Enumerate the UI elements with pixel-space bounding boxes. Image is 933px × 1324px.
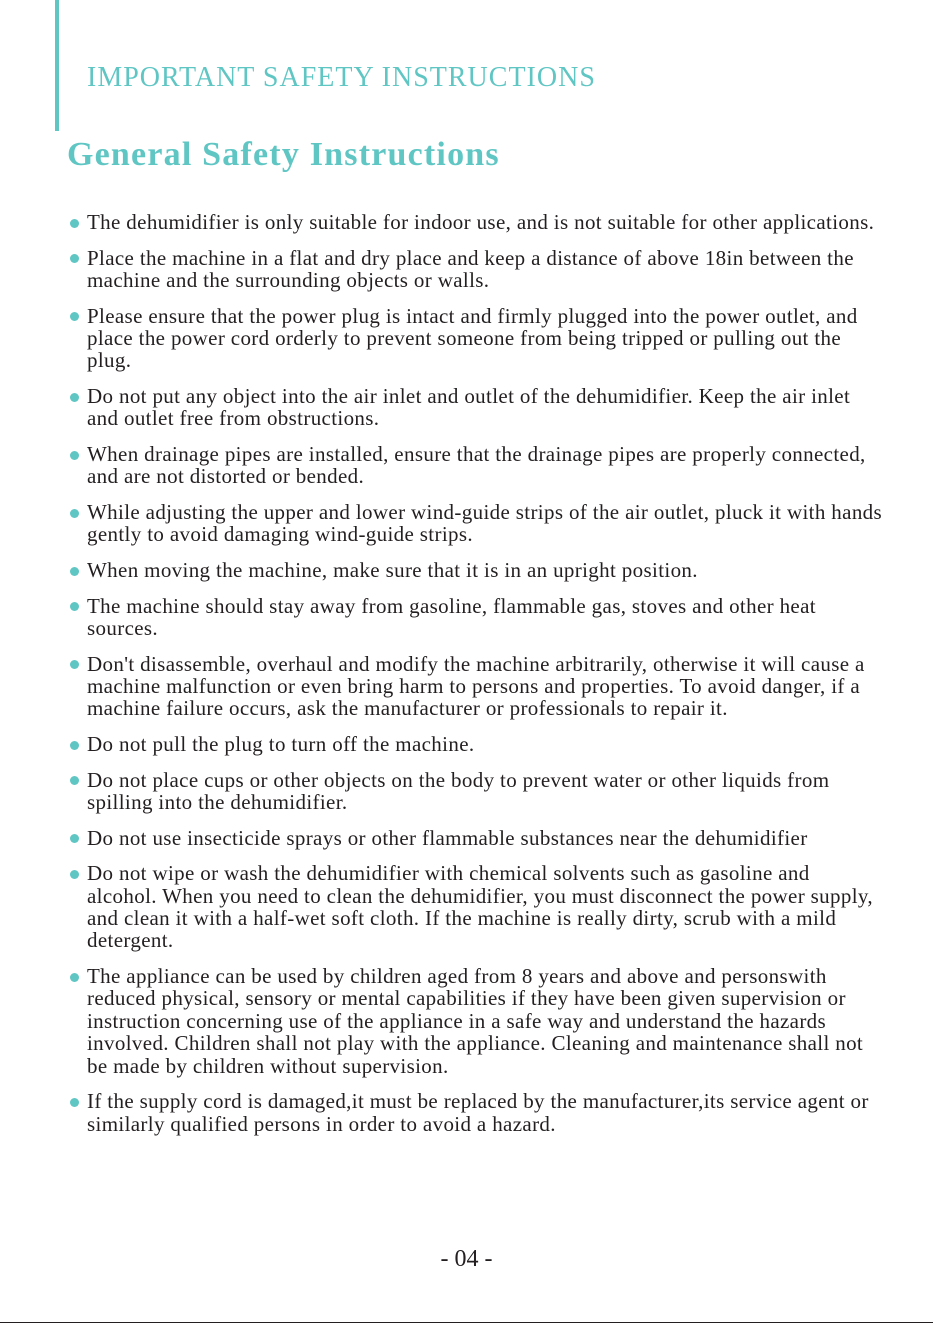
bottom-rule [0, 1322, 933, 1323]
list-item [69, 305, 884, 372]
list-item-text: The dehumidifier is only suitable for indoor use, and is not suitable for other applications. [87, 210, 875, 234]
list-item-text: The appliance can be used by children aged from 8 years and above and personswith reduced physical, sensory or mental capabilities if they have been given supervision or instruction concerning use of the appliance in a safe way and understand the hazards involved. Children shall not play with the appliance. Cleaning and maintenance shall not be made by children without supervision. [87, 964, 864, 1078]
list-item [69, 862, 884, 952]
list-item [69, 1090, 884, 1135]
list-item-text: When moving the machine, make sure that it is in an upright position. [87, 558, 698, 582]
bullet-dot-icon [70, 870, 79, 879]
list-item-text: The machine should stay away from gasoline, flammable gas, stoves and other heat sources. [87, 593, 816, 640]
list-item-text: Do not wipe or wash the dehumidifier with chemical solvents such as gasoline and alcohol. When you need to clean the dehumidifier, you must disconnect the power supply, and clean it with a half-wet soft cloth. If the machine is really dirty, scrub with a mild detergent. [87, 861, 873, 953]
list-item-text: Don't disassemble, overhaul and modify the machine arbitrarily, otherwise it will cause a machine malfunction or even bring harm to persons and properties. To avoid danger, if a machine failure occurs, ask the manufacturer or professionals to repair it. [87, 651, 865, 721]
list-item [69, 501, 884, 546]
list-item-text: While adjusting the upper and lower wind-guide strips of the air outlet, pluck it with hands gently to avoid damaging wind-guide strips. [87, 500, 883, 547]
bullet-dot-icon [70, 660, 79, 669]
list-item-text: When drainage pipes are installed, ensure that the drainage pipes are properly connected, and are not distorted or bended. [87, 442, 866, 489]
bullet-dot-icon [70, 1098, 79, 1107]
list-item [69, 385, 884, 430]
list-item [69, 733, 884, 755]
list-item [69, 595, 884, 640]
bullet-dot-icon [70, 509, 79, 518]
list-item-text: Please ensure that the power plug is intact and firmly plugged into the power outlet, and place the power cord orderly to prevent someone from being tripped or pulling out the plug. [87, 303, 858, 373]
bullet-dot-icon [70, 312, 79, 321]
list-item [69, 653, 884, 720]
bullet-dot-icon [70, 973, 79, 982]
bullet-dot-icon [70, 776, 79, 785]
page-title: General Safety Instructions [67, 136, 500, 173]
bullet-dot-icon [70, 393, 79, 402]
list-item [69, 247, 884, 292]
list-item-text: Do not put any object into the air inlet and outlet of the dehumidifier. Keep the air inlet and outlet free from obstructions. [87, 384, 851, 431]
list-item [69, 965, 884, 1077]
list-item-text: If the supply cord is damaged,it must be replaced by the manufacturer,its service agent or similarly qualified persons in order to avoid a hazard. [87, 1089, 869, 1136]
section-header: IMPORTANT SAFETY INSTRUCTIONS [87, 62, 596, 93]
list-item [69, 769, 884, 814]
instruction-list [69, 211, 884, 1148]
list-item-text: Do not use insecticide sprays or other flammable substances near the dehumidifier [87, 825, 808, 850]
bullet-dot-icon [70, 567, 79, 576]
list-item [69, 559, 884, 581]
bullet-dot-icon [70, 741, 79, 750]
bullet-dot-icon [70, 219, 79, 228]
list-item [69, 443, 884, 488]
list-item-text: Do not place cups or other objects on the body to prevent water or other liquids from spilling into the dehumidifier. [87, 767, 830, 814]
list-item [69, 211, 884, 233]
list-item [69, 827, 884, 849]
bullet-dot-icon [70, 834, 79, 843]
bullet-dot-icon [70, 254, 79, 263]
bullet-dot-icon [70, 602, 79, 611]
list-item-text: Place the machine in a flat and dry place and keep a distance of above 18in between the machine and the surrounding objects or walls. [87, 245, 854, 292]
page-number: - 04 - [440, 1246, 493, 1272]
accent-bar [55, 0, 59, 131]
bullet-dot-icon [70, 451, 79, 460]
list-item-text: Do not pull the plug to turn off the machine. [87, 732, 475, 756]
